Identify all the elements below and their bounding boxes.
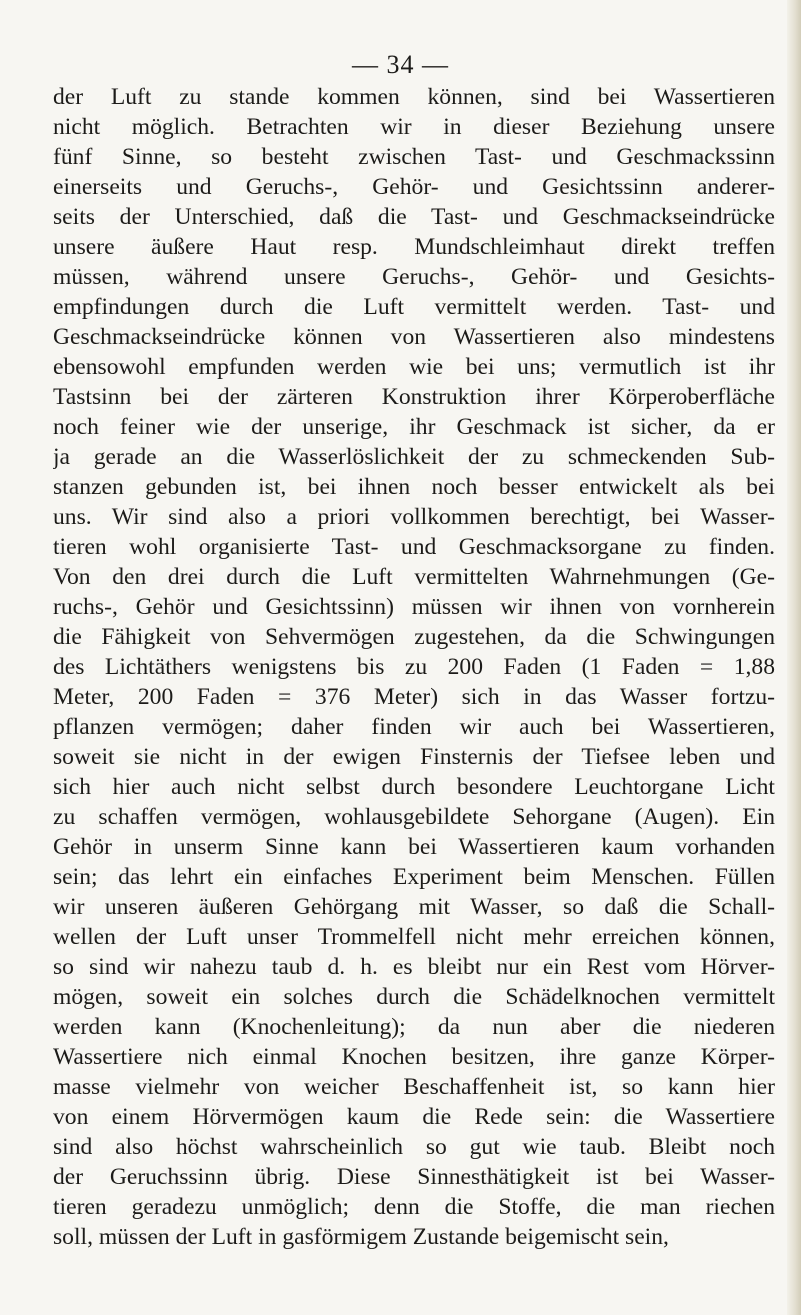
text-line: Von den drei durch die Luft vermittelten Wahrnehmungen (Ge-: [53, 564, 775, 590]
text-line: stanzen gebunden ist, bei ihnen noch besser entwickelt als bei: [53, 474, 775, 500]
text-line: der Luft zu stande kommen können, sind bei Wassertieren: [53, 84, 775, 110]
text-line: müssen, während unsere Geruchs-, Gehör- und Gesichts-: [53, 264, 775, 290]
text-line: tieren wohl organisierte Tast- und Geschmacksorgane zu finden.: [53, 534, 775, 560]
text-line: von einem Hörvermögen kaum die Rede sein: die Wassertiere: [53, 1104, 775, 1130]
text-line: empfindungen durch die Luft vermittelt werden. Tast- und: [53, 294, 775, 320]
text-line: Geschmackseindrücke können von Wassertieren also mindestens: [53, 324, 775, 350]
text-line: uns. Wir sind also a priori vollkommen berechtigt, bei Wasser-: [53, 504, 775, 530]
text-line: mögen, soweit ein solches durch die Schädelknochen vermittelt: [53, 984, 775, 1010]
text-line: nicht möglich. Betrachten wir in dieser Beziehung unsere: [53, 114, 775, 140]
page-edge-shadow: [787, 0, 801, 1315]
text-line: sind also höchst wahrscheinlich so gut wie taub. Bleibt noch: [53, 1134, 775, 1160]
page-number: — 34 —: [352, 50, 449, 79]
text-line: soweit sie nicht in der ewigen Finsternis der Tiefsee leben und: [53, 744, 775, 770]
text-line: wellen der Luft unser Trommelfell nicht mehr erreichen können,: [53, 924, 775, 950]
body-text: [53, 82, 775, 1252]
text-line: der Geruchssinn übrig. Diese Sinnesthätigkeit ist bei Wasser-: [53, 1164, 775, 1190]
text-line: einerseits und Geruchs-, Gehör- und Gesichtssinn anderer-: [53, 174, 775, 200]
text-line: ebensowohl empfunden werden wie bei uns; vermutlich ist ihr: [53, 354, 775, 380]
text-line: seits der Unterschied, daß die Tast- und Geschmackseindrücke: [53, 204, 775, 230]
text-line: fünf Sinne, so besteht zwischen Tast- und Geschmackssinn: [53, 144, 775, 170]
text-line: wir unseren äußeren Gehörgang mit Wasser, so daß die Schall-: [53, 894, 775, 920]
text-line: tieren geradezu unmöglich; denn die Stoffe, die man riechen: [53, 1194, 775, 1220]
text-line: ja gerade an die Wasserlöslichkeit der zu schmeckenden Sub-: [53, 444, 775, 470]
text-line: masse vielmehr von weicher Beschaffenheit ist, so kann hier: [53, 1074, 775, 1100]
text-line: die Fähigkeit von Sehvermögen zugestehen, da die Schwingungen: [53, 624, 775, 650]
text-line: so sind wir nahezu taub d. h. es bleibt nur ein Rest vom Hörver-: [53, 954, 775, 980]
text-line: noch feiner wie der unserige, ihr Geschmack ist sicher, da er: [53, 414, 775, 440]
text-line: werden kann (Knochenleitung); da nun aber die niederen: [53, 1014, 775, 1040]
text-line: sein; das lehrt ein einfaches Experiment beim Menschen. Füllen: [53, 864, 775, 890]
text-line: unsere äußere Haut resp. Mundschleimhaut direkt treffen: [53, 234, 775, 260]
text-line: Tastsinn bei der zärteren Konstruktion ihrer Körperoberfläche: [53, 384, 775, 410]
text-line: Gehör in unserm Sinne kann bei Wassertieren kaum vorhanden: [53, 834, 775, 860]
text-line: des Lichtäthers wenigstens bis zu 200 Faden (1 Faden = 1,88: [53, 654, 775, 680]
text-line: zu schaffen vermögen, wohlausgebildete Sehorgane (Augen). Ein: [53, 804, 775, 830]
text-line: pflanzen vermögen; daher finden wir auch bei Wassertieren,: [53, 714, 775, 740]
text-line: sich hier auch nicht selbst durch besondere Leuchtorgane Licht: [53, 774, 775, 800]
text-line: ruchs-, Gehör und Gesichtssinn) müssen wir ihnen von vornherein: [53, 594, 775, 620]
text-line: Wassertiere nich einmal Knochen besitzen, ihre ganze Körper-: [53, 1044, 775, 1070]
text-line: soll, müssen der Luft in gasförmigem Zustande beigemischt sein,: [53, 1224, 669, 1250]
text-line: Meter, 200 Faden = 376 Meter) sich in das Wasser fortzu-: [53, 684, 775, 710]
